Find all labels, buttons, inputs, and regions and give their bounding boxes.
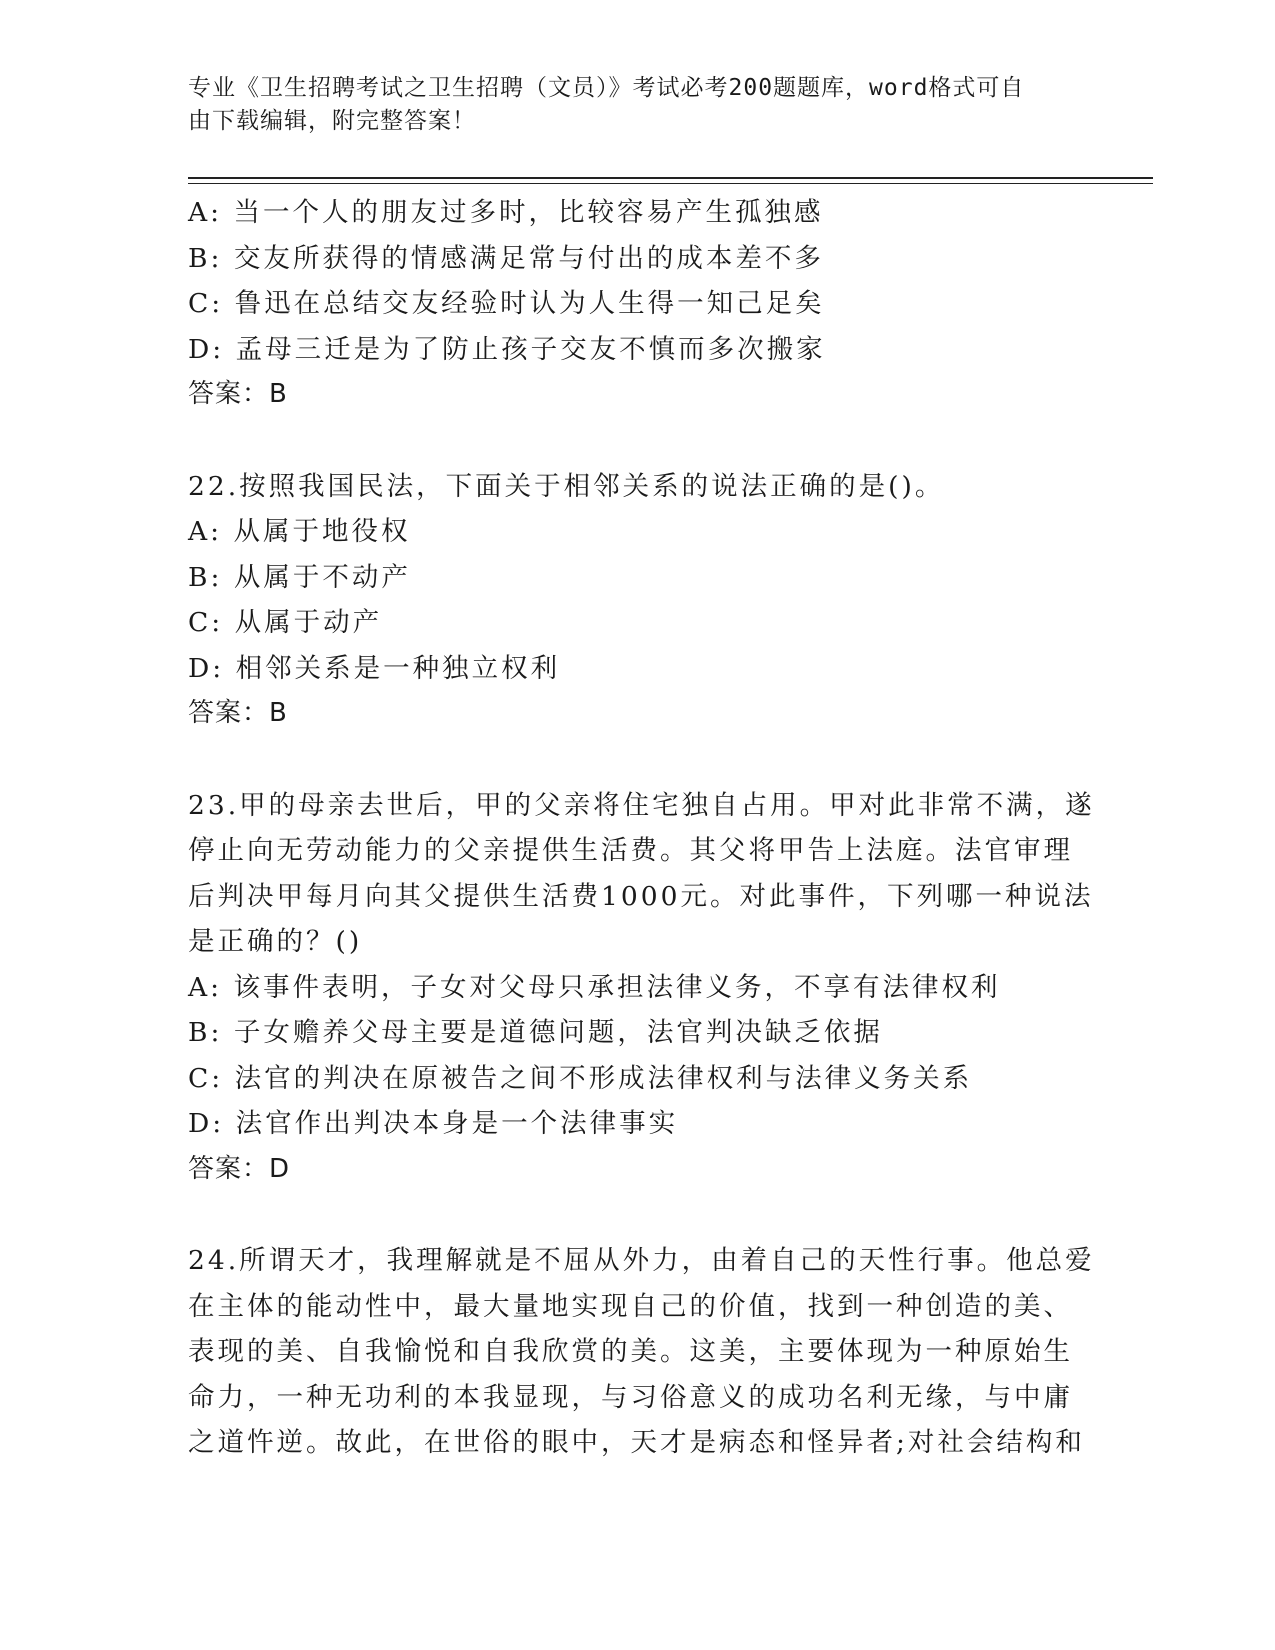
header-line-1: 专业《卫生招聘考试之卫生招聘（文员）》考试必考200题题库，word格式可自 xyxy=(188,75,1025,101)
option-a: A: 从属于地役权 xyxy=(188,516,411,547)
option-d: D: 相邻关系是一种独立权利 xyxy=(188,652,561,684)
question-stem-line: 后判决甲每月向其父提供生活费1000元。对此事件，下列哪一种说法 xyxy=(188,880,1094,912)
document-header xyxy=(188,72,1068,138)
option-d: D: 孟母三迁是为了防止孩子交友不慎而多次搬家 xyxy=(188,333,826,365)
header-rule-thick xyxy=(188,177,1153,179)
option-b: B: 交友所获得的情感满足常与付出的成本差不多 xyxy=(188,242,824,274)
answer-label: 答案：B xyxy=(188,379,288,409)
header-rule-thin xyxy=(188,183,1153,184)
spacer xyxy=(188,737,1088,783)
header-line-2: 由下载编辑，附完整答案！ xyxy=(188,108,476,134)
option-c: C: 鲁迅在总结交友经验时认为人生得一知己足矣 xyxy=(188,288,825,319)
option-c: C: 从属于动产 xyxy=(188,607,383,638)
spacer xyxy=(188,418,1088,464)
question-stem-line: 23.甲的母亲去世后，甲的父亲将住宅独自占用。甲对此非常不满，遂 xyxy=(188,789,1095,821)
question-list xyxy=(188,190,1095,1466)
option-c: C: 法官的判决在原被告之间不形成法律权利与法律义务关系 xyxy=(188,1062,973,1094)
question-stem xyxy=(188,1238,1095,1466)
question-24 xyxy=(188,1238,1095,1466)
question-stem-line: 24.所谓天才，我理解就是不屈从外力，由着自己的天性行事。他总爱 xyxy=(188,1245,1095,1276)
question-stem-line: 命力，一种无功利的本我显现，与习俗意义的成功名利无缘，与中庸 xyxy=(188,1381,1073,1413)
option-b: B: 从属于不动产 xyxy=(188,561,411,593)
question-stem: 22.按照我国民法，下面关于相邻关系的说法正确的是()。 xyxy=(188,470,945,502)
question-stem-line: 之道忤逆。故此，在世俗的眼中，天才是病态和怪异者;对社会结构和 xyxy=(188,1427,1085,1458)
spacer xyxy=(188,1192,1088,1238)
answer-label: 答案：D xyxy=(188,1153,291,1184)
option-a: A: 该事件表明，子女对父母只承担法律义务，不享有法律权利 xyxy=(188,971,1001,1003)
question-23 xyxy=(188,783,1095,1193)
option-a: A: 当一个人的朋友过多时，比较容易产生孤独感 xyxy=(188,197,824,228)
question-stem xyxy=(188,783,1095,965)
question-stem-line: 表现的美、自我愉悦和自我欣赏的美。这美，主要体现为一种原始生 xyxy=(188,1336,1073,1367)
answer-label: 答案：B xyxy=(188,698,288,728)
question-stem-line: 在主体的能动性中，最大量地实现自己的价值，找到一种创造的美、 xyxy=(188,1290,1073,1322)
question-stem-line: 是正确的？() xyxy=(188,926,363,957)
option-b: B: 子女赡养父母主要是道德问题，法官判决缺乏依据 xyxy=(188,1017,883,1048)
question-21 xyxy=(188,190,1088,418)
option-d: D: 法官作出判决本身是一个法律事实 xyxy=(188,1108,679,1139)
question-22 xyxy=(188,464,1088,737)
question-stem-line: 停止向无劳动能力的父亲提供生活费。其父将甲告上法庭。法官审理 xyxy=(188,835,1073,866)
